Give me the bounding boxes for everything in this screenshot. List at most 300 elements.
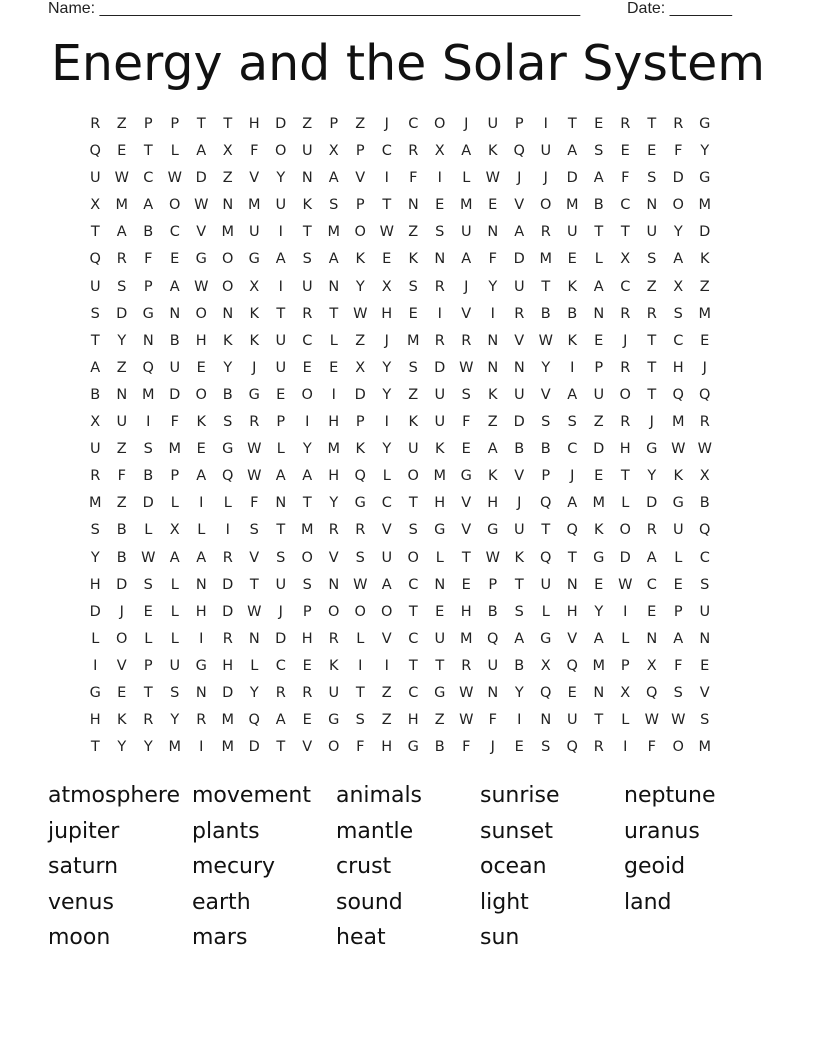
grid-letter: V bbox=[461, 522, 472, 539]
page-title: Energy and the Solar System bbox=[50, 35, 766, 92]
grid-letter: I bbox=[437, 170, 442, 187]
grid-letter: O bbox=[540, 197, 552, 214]
grid-letter: U bbox=[513, 386, 525, 403]
grid-letter: A bbox=[567, 143, 578, 160]
grid-letter: X bbox=[90, 197, 101, 214]
grid-letter: S bbox=[647, 170, 657, 187]
grid-letter: E bbox=[594, 332, 604, 349]
grid-letter: C bbox=[408, 576, 419, 593]
grid-letter: G bbox=[195, 251, 207, 268]
grid-letter: E bbox=[567, 684, 577, 701]
word-bank-item: uranus bbox=[624, 818, 700, 844]
word-bank bbox=[48, 780, 808, 958]
grid-letter: I bbox=[278, 278, 283, 295]
word-bank-item: sunrise bbox=[480, 783, 560, 808]
grid-letter: X bbox=[249, 278, 260, 295]
grid-letter: Q bbox=[513, 143, 525, 160]
grid-letter: S bbox=[541, 739, 551, 756]
grid-letter: P bbox=[594, 359, 604, 376]
grid-letter: C bbox=[620, 197, 631, 214]
grid-letter: S bbox=[90, 305, 100, 322]
grid-letter: T bbox=[276, 522, 286, 539]
grid-letter: V bbox=[699, 684, 710, 701]
grid-letter: A bbox=[567, 386, 578, 403]
grid-letter: P bbox=[514, 116, 524, 132]
grid-letter: M bbox=[565, 197, 579, 214]
grid-row bbox=[82, 493, 718, 520]
grid-letter: R bbox=[302, 684, 313, 701]
grid-letter: T bbox=[514, 576, 524, 593]
grid-letter: I bbox=[331, 386, 336, 403]
grid-letter: U bbox=[540, 143, 552, 160]
grid-letter: Q bbox=[699, 522, 711, 539]
grid-letter: A bbox=[487, 441, 498, 458]
grid-letter: O bbox=[328, 603, 340, 620]
grid-row bbox=[82, 629, 718, 656]
grid-letter: C bbox=[143, 170, 154, 187]
grid-letter: X bbox=[355, 359, 366, 376]
grid-letter: W bbox=[671, 441, 686, 458]
grid-letter: L bbox=[621, 630, 630, 647]
grid-letter: I bbox=[93, 657, 98, 674]
grid-letter: T bbox=[196, 116, 206, 132]
grid-letter: M bbox=[698, 739, 711, 756]
grid-letter: U bbox=[540, 576, 552, 593]
grid-letter: U bbox=[275, 332, 287, 349]
grid-letter: S bbox=[700, 576, 710, 593]
grid-row bbox=[82, 331, 718, 358]
grid-letter: Y bbox=[673, 224, 683, 241]
grid-letter: T bbox=[647, 386, 657, 403]
grid-letter: Q bbox=[222, 468, 234, 485]
grid-letter: P bbox=[355, 143, 365, 160]
grid-letter: T bbox=[647, 359, 657, 376]
grid-letter: M bbox=[221, 712, 234, 729]
grid-letter: A bbox=[302, 468, 313, 485]
grid-letter: K bbox=[196, 414, 206, 431]
grid-letter: O bbox=[275, 143, 287, 160]
grid-letter: R bbox=[355, 522, 366, 539]
grid-letter: T bbox=[90, 332, 100, 349]
grid-letter: G bbox=[434, 684, 446, 701]
grid-letter: D bbox=[646, 495, 658, 512]
grid-letter: L bbox=[621, 495, 630, 512]
grid-letter: A bbox=[567, 495, 578, 512]
grid-letter: V bbox=[196, 224, 207, 241]
grid-letter: B bbox=[540, 305, 551, 322]
grid-letter: E bbox=[302, 657, 312, 674]
grid-letter: E bbox=[594, 116, 604, 132]
word-bank-item: sound bbox=[336, 889, 403, 915]
grid-letter: G bbox=[89, 684, 101, 701]
grid-letter: A bbox=[381, 576, 392, 593]
grid-row bbox=[82, 656, 718, 683]
grid-letter: O bbox=[301, 386, 313, 403]
grid-letter: S bbox=[355, 712, 365, 729]
grid-letter: U bbox=[328, 684, 340, 701]
grid-letter: H bbox=[248, 116, 260, 132]
grid-letter: W bbox=[194, 278, 209, 295]
grid-letter: P bbox=[673, 603, 683, 620]
grid-letter: N bbox=[222, 305, 234, 322]
grid-letter: S bbox=[461, 386, 471, 403]
grid-letter: D bbox=[142, 495, 154, 512]
grid-letter: R bbox=[328, 630, 339, 647]
grid-letter: X bbox=[540, 657, 551, 674]
grid-letter: E bbox=[647, 143, 657, 160]
grid-letter: J bbox=[384, 116, 389, 132]
grid-letter: R bbox=[143, 712, 154, 729]
grid-letter: U bbox=[646, 224, 658, 241]
word-bank-item: animals bbox=[336, 783, 423, 808]
grid-letter: D bbox=[195, 170, 207, 187]
grid-letter: Z bbox=[381, 712, 392, 729]
grid-letter: L bbox=[91, 630, 100, 647]
grid-letter: O bbox=[222, 278, 234, 295]
grid-letter: K bbox=[408, 251, 418, 268]
grid-letter: W bbox=[247, 603, 262, 620]
grid-letter: N bbox=[142, 332, 154, 349]
grid-letter: F bbox=[621, 170, 630, 187]
grid-letter: A bbox=[275, 468, 286, 485]
grid-letter: J bbox=[517, 170, 522, 187]
grid-letter: R bbox=[620, 414, 631, 431]
grid-letter: E bbox=[461, 441, 471, 458]
grid-letter: J bbox=[384, 332, 389, 349]
grid-letter: Z bbox=[302, 116, 313, 132]
grid-letter: K bbox=[116, 712, 127, 729]
grid-letter: U bbox=[381, 549, 393, 566]
grid-letter: K bbox=[487, 386, 498, 403]
grid-letter: O bbox=[116, 630, 128, 647]
grid-letter: S bbox=[302, 576, 312, 593]
grid-letter: E bbox=[567, 251, 577, 268]
grid-letter: G bbox=[460, 468, 472, 485]
grid-letter: N bbox=[169, 305, 181, 322]
grid-letter: W bbox=[353, 576, 368, 593]
grid-letter: H bbox=[89, 712, 101, 729]
grid-letter: V bbox=[302, 739, 313, 756]
grid-letter: Z bbox=[355, 116, 366, 132]
grid-letter: N bbox=[248, 630, 260, 647]
grid-letter: I bbox=[384, 414, 389, 431]
grid-letter: F bbox=[462, 739, 471, 756]
grid-row bbox=[82, 195, 718, 222]
grid-letter: Y bbox=[117, 332, 127, 349]
grid-letter: K bbox=[699, 251, 710, 268]
grid-letter: E bbox=[302, 359, 312, 376]
grid-letter: F bbox=[674, 143, 683, 160]
grid-letter: E bbox=[700, 332, 710, 349]
grid-letter: T bbox=[408, 495, 418, 512]
word-bank-item: light bbox=[480, 889, 529, 915]
grid-letter: X bbox=[328, 143, 339, 160]
grid-letter: U bbox=[566, 712, 578, 729]
grid-row bbox=[82, 358, 718, 385]
grid-letter: U bbox=[301, 143, 313, 160]
grid-letter: W bbox=[167, 170, 182, 187]
grid-letter: T bbox=[461, 549, 471, 566]
grid-letter: L bbox=[144, 630, 153, 647]
grid-letter: Y bbox=[143, 739, 153, 756]
grid-letter: K bbox=[514, 549, 524, 566]
grid-letter: B bbox=[567, 305, 578, 322]
word-bank-item: sun bbox=[480, 925, 520, 950]
grid-letter: W bbox=[538, 332, 553, 349]
word-bank-item: venus bbox=[48, 889, 114, 915]
grid-letter: R bbox=[593, 739, 604, 756]
grid-letter: M bbox=[88, 495, 102, 512]
grid-letter: G bbox=[699, 170, 711, 187]
grid-letter: T bbox=[594, 224, 604, 241]
grid-letter: Y bbox=[541, 359, 551, 376]
grid-letter: M bbox=[671, 414, 685, 431]
grid-letter: F bbox=[674, 657, 683, 674]
grid-letter: O bbox=[195, 305, 207, 322]
grid-letter: W bbox=[141, 549, 156, 566]
grid-letter: A bbox=[673, 251, 684, 268]
grid-letter: P bbox=[541, 468, 551, 485]
grid-letter: C bbox=[302, 332, 313, 349]
grid-letter: Z bbox=[408, 224, 419, 241]
grid-letter: H bbox=[381, 739, 393, 756]
grid-letter: Y bbox=[249, 684, 259, 701]
grid-row bbox=[82, 548, 718, 575]
grid-letter: D bbox=[222, 603, 234, 620]
grid-letter: B bbox=[540, 441, 551, 458]
grid-letter: P bbox=[355, 197, 365, 214]
grid-letter: N bbox=[222, 197, 234, 214]
grid-letter: M bbox=[406, 332, 420, 349]
grid-letter: X bbox=[381, 278, 392, 295]
grid-letter: U bbox=[169, 359, 181, 376]
grid-letter: G bbox=[593, 549, 605, 566]
grid-letter: U bbox=[89, 278, 101, 295]
grid-letter: D bbox=[434, 359, 446, 376]
grid-row bbox=[82, 520, 718, 547]
grid-letter: M bbox=[698, 305, 711, 322]
grid-letter: V bbox=[461, 305, 472, 322]
grid-letter: L bbox=[382, 468, 391, 485]
grid-letter: K bbox=[434, 441, 445, 458]
grid-letter: S bbox=[276, 549, 286, 566]
grid-letter: Z bbox=[487, 414, 498, 431]
grid-letter: H bbox=[89, 576, 101, 593]
grid-letter: R bbox=[90, 468, 101, 485]
grid-letter: M bbox=[141, 386, 155, 403]
grid-letter: E bbox=[594, 576, 604, 593]
grid-letter: S bbox=[408, 359, 418, 376]
grid-letter: F bbox=[144, 251, 153, 268]
grid-letter: D bbox=[116, 576, 128, 593]
word-bank-item: neptune bbox=[624, 783, 716, 808]
grid-letter: A bbox=[593, 170, 604, 187]
grid-letter: Y bbox=[223, 359, 233, 376]
grid-row bbox=[82, 602, 718, 629]
grid-letter: S bbox=[514, 603, 524, 620]
grid-letter: V bbox=[381, 522, 392, 539]
grid-letter: V bbox=[381, 630, 392, 647]
grid-letter: V bbox=[328, 549, 339, 566]
grid-letter: H bbox=[301, 630, 313, 647]
grid-letter: D bbox=[275, 116, 287, 132]
grid-letter: C bbox=[646, 576, 657, 593]
grid-letter: V bbox=[514, 197, 525, 214]
grid-letter: P bbox=[302, 603, 312, 620]
grid-letter: C bbox=[567, 441, 578, 458]
grid-letter: Y bbox=[594, 603, 604, 620]
grid-letter: V bbox=[461, 495, 472, 512]
grid-letter: U bbox=[434, 630, 446, 647]
grid-letter: Q bbox=[248, 712, 260, 729]
grid-letter: F bbox=[647, 739, 656, 756]
grid-letter: I bbox=[146, 414, 151, 431]
grid-letter: G bbox=[195, 657, 207, 674]
grid-letter: H bbox=[222, 657, 234, 674]
grid-letter: K bbox=[593, 522, 604, 539]
grid-letter: M bbox=[327, 441, 340, 458]
grid-letter: S bbox=[700, 712, 710, 729]
grid-letter: B bbox=[116, 522, 127, 539]
grid-letter: T bbox=[620, 468, 630, 485]
grid-letter: L bbox=[197, 522, 206, 539]
grid-letter: Q bbox=[672, 386, 684, 403]
grid-letter: B bbox=[699, 495, 710, 512]
grid-letter: P bbox=[620, 657, 630, 674]
grid-letter: T bbox=[408, 657, 418, 674]
grid-row bbox=[82, 737, 718, 764]
grid-row bbox=[82, 412, 718, 439]
grid-letter: W bbox=[618, 576, 633, 593]
grid-letter: S bbox=[673, 684, 683, 701]
grid-letter: Z bbox=[593, 414, 604, 431]
grid-letter: W bbox=[485, 549, 500, 566]
grid-letter: N bbox=[434, 251, 446, 268]
grid-letter: I bbox=[437, 305, 442, 322]
grid-letter: D bbox=[89, 603, 101, 620]
word-bank-item: geoid bbox=[624, 854, 686, 879]
grid-letter: C bbox=[620, 278, 631, 295]
grid-letter: Q bbox=[354, 468, 366, 485]
grid-letter: A bbox=[90, 359, 101, 376]
grid-letter: O bbox=[672, 197, 684, 214]
grid-letter: D bbox=[169, 386, 181, 403]
word-bank-item: earth bbox=[192, 889, 251, 915]
grid-letter: Q bbox=[646, 684, 658, 701]
grid-letter: N bbox=[407, 197, 419, 214]
grid-letter: E bbox=[673, 576, 683, 593]
grid-letter: T bbox=[249, 576, 259, 593]
word-bank-item: heat bbox=[336, 925, 386, 950]
grid-row bbox=[82, 249, 718, 276]
grid-letter: T bbox=[276, 739, 286, 756]
grid-letter: O bbox=[407, 549, 419, 566]
grid-letter: E bbox=[647, 603, 657, 620]
grid-letter: U bbox=[301, 278, 313, 295]
grid-letter: N bbox=[593, 305, 605, 322]
grid-letter: N bbox=[646, 197, 658, 214]
grid-letter: Q bbox=[540, 549, 552, 566]
grid-letter: J bbox=[464, 278, 469, 295]
grid-letter: I bbox=[490, 305, 495, 322]
grid-letter: J bbox=[252, 359, 257, 376]
grid-letter: U bbox=[248, 224, 260, 241]
grid-letter: R bbox=[222, 549, 233, 566]
grid-letter: C bbox=[381, 143, 392, 160]
grid-letter: Q bbox=[540, 684, 552, 701]
grid-letter: L bbox=[329, 332, 338, 349]
grid-letter: V bbox=[249, 549, 260, 566]
grid-letter: R bbox=[328, 522, 339, 539]
grid-row bbox=[82, 277, 718, 304]
grid-letter: Q bbox=[699, 386, 711, 403]
grid-letter: E bbox=[461, 576, 471, 593]
grid-letter: Y bbox=[329, 495, 339, 512]
grid-letter: K bbox=[249, 332, 259, 349]
grid-letter: A bbox=[169, 278, 180, 295]
word-bank-item: mantle bbox=[336, 818, 414, 844]
grid-letter: Z bbox=[355, 332, 366, 349]
grid-letter: K bbox=[355, 441, 365, 458]
grid-letter: E bbox=[700, 657, 710, 674]
grid-letter: T bbox=[567, 116, 577, 132]
grid-letter: I bbox=[199, 630, 204, 647]
grid-letter: N bbox=[646, 630, 658, 647]
grid-letter: U bbox=[513, 522, 525, 539]
grid-letter: G bbox=[248, 251, 260, 268]
grid-letter: G bbox=[487, 522, 499, 539]
word-bank-item: atmosphere bbox=[48, 783, 180, 808]
word-bank-item: saturn bbox=[48, 854, 119, 879]
grid-letter: N bbox=[487, 332, 499, 349]
grid-letter: N bbox=[116, 386, 128, 403]
grid-letter: A bbox=[646, 549, 657, 566]
grid-letter: V bbox=[355, 170, 366, 187]
grid-letter: X bbox=[620, 684, 631, 701]
grid-letter: T bbox=[541, 522, 551, 539]
grid-letter: A bbox=[593, 278, 604, 295]
grid-letter: N bbox=[699, 630, 711, 647]
grid-letter: S bbox=[117, 278, 127, 295]
grid-letter: D bbox=[222, 576, 234, 593]
grid-letter: L bbox=[276, 441, 285, 458]
grid-letter: T bbox=[90, 224, 100, 241]
grid-letter: A bbox=[116, 224, 127, 241]
word-bank-item: moon bbox=[48, 925, 111, 950]
grid-letter: F bbox=[462, 414, 471, 431]
grid-row bbox=[82, 439, 718, 466]
grid-letter: R bbox=[540, 224, 551, 241]
grid-letter: B bbox=[434, 739, 445, 756]
grid-letter: C bbox=[408, 630, 419, 647]
grid-letter: C bbox=[381, 495, 392, 512]
grid-letter: L bbox=[223, 495, 232, 512]
grid-letter: L bbox=[170, 143, 179, 160]
grid-letter: G bbox=[248, 386, 260, 403]
grid-letter: K bbox=[673, 468, 683, 485]
grid-letter: S bbox=[408, 278, 418, 295]
grid-letter: I bbox=[570, 359, 575, 376]
grid-letter: E bbox=[302, 712, 312, 729]
grid-letter: E bbox=[143, 603, 153, 620]
grid-letter: F bbox=[250, 143, 259, 160]
grid-letter: H bbox=[619, 441, 631, 458]
grid-letter: R bbox=[90, 116, 101, 132]
grid-letter: I bbox=[278, 224, 283, 241]
grid-letter: N bbox=[487, 684, 499, 701]
grid-letter: E bbox=[382, 251, 392, 268]
grid-row bbox=[82, 575, 718, 602]
